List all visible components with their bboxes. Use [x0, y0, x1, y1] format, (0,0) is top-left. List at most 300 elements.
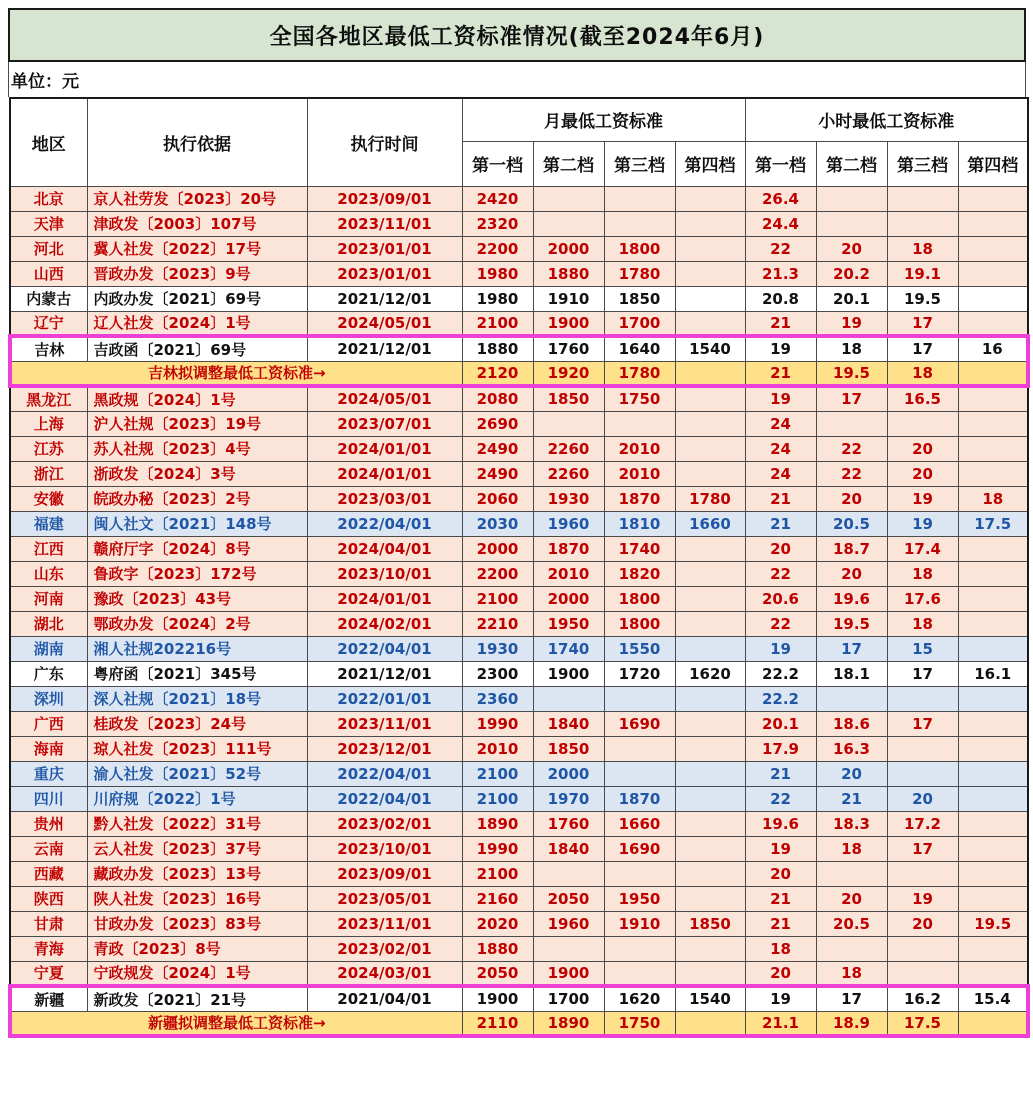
date-cell: 2023/07/01 — [307, 411, 462, 436]
monthly-tier-cell: 1780 — [604, 261, 675, 286]
hourly-tier-cell — [958, 386, 1028, 411]
monthly-tier-cell: 1880 — [462, 936, 533, 961]
hourly-tier-cell: 21 — [745, 761, 816, 786]
monthly-tier-cell — [604, 211, 675, 236]
hourly-tier-cell: 22 — [816, 436, 887, 461]
hourly-tier-cell: 20.6 — [745, 586, 816, 611]
date-cell: 2023/11/01 — [307, 711, 462, 736]
hourly-tier-cell: 20 — [816, 561, 887, 586]
monthly-tier-cell: 2300 — [462, 661, 533, 686]
date-cell: 2023/12/01 — [307, 736, 462, 761]
hourly-tier-cell: 20 — [887, 911, 958, 936]
basis-cell: 豫政〔2023〕43号 — [87, 586, 307, 611]
date-cell: 2023/09/01 — [307, 861, 462, 886]
table-row — [10, 561, 1028, 586]
monthly-tier-cell: 2050 — [462, 961, 533, 986]
hourly-tier-cell: 22 — [816, 461, 887, 486]
monthly-tier-cell: 1850 — [533, 736, 604, 761]
basis-cell: 宁政规发〔2024〕1号 — [87, 961, 307, 986]
monthly-tier-cell — [675, 361, 745, 386]
hourly-tier-cell: 17 — [816, 386, 887, 411]
hourly-tier-cell: 17 — [887, 661, 958, 686]
table-row — [10, 186, 1028, 211]
monthly-tier-cell — [675, 961, 745, 986]
table-header — [10, 98, 1028, 186]
hourly-tier-cell: 19 — [887, 886, 958, 911]
hourly-tier-cell: 20 — [816, 236, 887, 261]
date-cell: 2021/12/01 — [307, 336, 462, 361]
table-title: 全国各地区最低工资标准情况(截至2024年6月) — [8, 8, 1026, 62]
basis-cell: 渝人社发〔2021〕52号 — [87, 761, 307, 786]
hourly-tier-cell: 17 — [887, 711, 958, 736]
hourly-tier-cell — [958, 961, 1028, 986]
hourly-tier-cell: 20 — [745, 536, 816, 561]
monthly-tier-cell: 2110 — [462, 1011, 533, 1036]
table-row — [10, 861, 1028, 886]
monthly-tier-cell: 2360 — [462, 686, 533, 711]
monthly-tier-cell — [675, 536, 745, 561]
minimum-wage-table — [8, 97, 1030, 1038]
monthly-tier-cell: 2010 — [604, 461, 675, 486]
monthly-tier-cell: 2160 — [462, 886, 533, 911]
monthly-tier-cell: 2100 — [462, 761, 533, 786]
hourly-tier-cell: 20 — [816, 886, 887, 911]
monthly-tier-cell: 2260 — [533, 436, 604, 461]
basis-cell: 赣府厅字〔2024〕8号 — [87, 536, 307, 561]
region-cell: 新疆 — [10, 986, 87, 1011]
region-cell: 江苏 — [10, 436, 87, 461]
hourly-tier-cell — [958, 586, 1028, 611]
monthly-tier-cell: 2060 — [462, 486, 533, 511]
region-cell: 深圳 — [10, 686, 87, 711]
unit-label: 单位：元 — [8, 62, 1026, 97]
monthly-tier-cell — [675, 936, 745, 961]
monthly-tier-cell: 1980 — [462, 286, 533, 311]
hourly-tier-cell: 16.1 — [958, 661, 1028, 686]
hourly-tier-cell: 20.5 — [816, 911, 887, 936]
monthly-tier-cell — [533, 686, 604, 711]
monthly-tier-cell: 2420 — [462, 186, 533, 211]
date-cell: 2024/05/01 — [307, 386, 462, 411]
region-cell: 云南 — [10, 836, 87, 861]
basis-cell: 青政〔2023〕8号 — [87, 936, 307, 961]
hourly-tier-cell — [958, 761, 1028, 786]
basis-cell: 黑政规〔2024〕1号 — [87, 386, 307, 411]
hourly-tier-cell — [887, 186, 958, 211]
monthly-tier-cell: 1870 — [604, 486, 675, 511]
monthly-tier-cell — [533, 211, 604, 236]
adjust-row — [10, 361, 1028, 386]
monthly-tier-cell: 1930 — [462, 636, 533, 661]
hourly-tier-cell — [816, 186, 887, 211]
hourly-tier-cell: 20.5 — [816, 511, 887, 536]
monthly-tier-cell: 1950 — [604, 886, 675, 911]
hourly-tier-cell — [958, 861, 1028, 886]
monthly-tier-cell: 2210 — [462, 611, 533, 636]
monthly-tier-cell: 2200 — [462, 561, 533, 586]
hourly-tier-cell — [958, 261, 1028, 286]
hourly-tier-cell — [958, 786, 1028, 811]
region-cell: 内蒙古 — [10, 286, 87, 311]
hourly-tier-cell: 22.2 — [745, 686, 816, 711]
group-header-monthly: 月最低工资标准 — [462, 98, 745, 141]
region-cell: 重庆 — [10, 761, 87, 786]
table-row — [10, 761, 1028, 786]
hourly-tier-cell: 20.2 — [816, 261, 887, 286]
basis-cell: 藏政办发〔2023〕13号 — [87, 861, 307, 886]
table-row — [10, 311, 1028, 336]
monthly-tier-cell: 1780 — [675, 486, 745, 511]
hourly-tier-cell: 17.2 — [887, 811, 958, 836]
date-cell: 2023/09/01 — [307, 186, 462, 211]
monthly-tier-cell: 1620 — [604, 986, 675, 1011]
region-cell: 安徽 — [10, 486, 87, 511]
monthly-tier-cell: 1880 — [462, 336, 533, 361]
hourly-tier-cell: 19.5 — [816, 611, 887, 636]
hourly-tier-cell — [887, 861, 958, 886]
date-cell: 2024/01/01 — [307, 436, 462, 461]
basis-cell: 苏人社规〔2023〕4号 — [87, 436, 307, 461]
basis-cell: 陕人社发〔2023〕16号 — [87, 886, 307, 911]
hourly-tier-cell — [887, 736, 958, 761]
date-cell: 2023/11/01 — [307, 911, 462, 936]
hourly-tier-cell — [958, 186, 1028, 211]
region-cell: 湖北 — [10, 611, 87, 636]
hourly-tier-header: 第四档 — [958, 141, 1028, 186]
monthly-tier-cell: 1910 — [604, 911, 675, 936]
date-cell: 2024/05/01 — [307, 311, 462, 336]
table-row — [10, 711, 1028, 736]
hourly-tier-cell: 16.2 — [887, 986, 958, 1011]
monthly-tier-cell: 1820 — [604, 561, 675, 586]
monthly-tier-cell: 1920 — [533, 361, 604, 386]
monthly-tier-cell: 2100 — [462, 311, 533, 336]
monthly-tier-cell: 1960 — [533, 511, 604, 536]
monthly-tier-cell: 1840 — [533, 836, 604, 861]
date-cell: 2022/04/01 — [307, 786, 462, 811]
basis-cell: 内政办发〔2021〕69号 — [87, 286, 307, 311]
hourly-tier-cell — [958, 1011, 1028, 1036]
monthly-tier-cell: 2080 — [462, 386, 533, 411]
hourly-tier-cell: 16.3 — [816, 736, 887, 761]
monthly-tier-cell — [604, 186, 675, 211]
hourly-tier-cell: 17 — [816, 986, 887, 1011]
region-cell: 北京 — [10, 186, 87, 211]
monthly-tier-cell: 1890 — [462, 811, 533, 836]
basis-cell: 甘政办发〔2023〕83号 — [87, 911, 307, 936]
hourly-tier-cell — [816, 936, 887, 961]
monthly-tier-cell: 1760 — [533, 336, 604, 361]
basis-cell: 湘人社规202216号 — [87, 636, 307, 661]
hourly-tier-cell — [887, 411, 958, 436]
monthly-tier-cell: 2010 — [462, 736, 533, 761]
date-cell: 2024/01/01 — [307, 586, 462, 611]
basis-cell: 辽人社发〔2024〕1号 — [87, 311, 307, 336]
monthly-tier-cell: 1800 — [604, 236, 675, 261]
hourly-tier-cell: 19 — [887, 486, 958, 511]
hourly-tier-cell — [958, 211, 1028, 236]
hourly-tier-cell: 18.3 — [816, 811, 887, 836]
table-row — [10, 336, 1028, 361]
hourly-tier-cell — [816, 411, 887, 436]
basis-cell: 粤府函〔2021〕345号 — [87, 661, 307, 686]
group-header-hourly: 小时最低工资标准 — [745, 98, 1028, 141]
monthly-tier-cell — [604, 961, 675, 986]
hourly-tier-cell: 17.6 — [887, 586, 958, 611]
basis-cell: 新政发〔2021〕21号 — [87, 986, 307, 1011]
hourly-tier-cell — [958, 536, 1028, 561]
monthly-tier-cell: 1700 — [604, 311, 675, 336]
monthly-tier-cell — [675, 586, 745, 611]
date-cell: 2022/01/01 — [307, 686, 462, 711]
date-cell: 2024/01/01 — [307, 461, 462, 486]
monthly-tier-cell: 1870 — [533, 536, 604, 561]
hourly-tier-cell: 17.5 — [958, 511, 1028, 536]
date-cell: 2021/12/01 — [307, 286, 462, 311]
table-row — [10, 986, 1028, 1011]
monthly-tier-header: 第一档 — [462, 141, 533, 186]
monthly-tier-cell — [604, 761, 675, 786]
hourly-tier-cell: 21 — [816, 786, 887, 811]
hourly-tier-cell: 17 — [816, 636, 887, 661]
region-cell: 广西 — [10, 711, 87, 736]
hourly-tier-cell: 19 — [887, 511, 958, 536]
monthly-tier-cell: 2260 — [533, 461, 604, 486]
monthly-tier-cell: 1740 — [533, 636, 604, 661]
monthly-tier-cell — [675, 411, 745, 436]
table-row — [10, 736, 1028, 761]
monthly-tier-cell: 1780 — [604, 361, 675, 386]
hourly-tier-cell — [887, 961, 958, 986]
table-row — [10, 811, 1028, 836]
date-cell: 2022/04/01 — [307, 511, 462, 536]
monthly-tier-cell: 1550 — [604, 636, 675, 661]
monthly-tier-cell: 1540 — [675, 336, 745, 361]
hourly-tier-cell: 18 — [745, 936, 816, 961]
adjust-row-label: 吉林拟调整最低工资标准→ — [10, 361, 462, 386]
monthly-tier-cell: 2050 — [533, 886, 604, 911]
monthly-tier-cell — [675, 861, 745, 886]
hourly-tier-cell: 18 — [887, 561, 958, 586]
hourly-tier-cell: 17 — [887, 836, 958, 861]
hourly-tier-cell — [958, 311, 1028, 336]
basis-cell: 闽人社文〔2021〕148号 — [87, 511, 307, 536]
hourly-tier-header: 第一档 — [745, 141, 816, 186]
hourly-tier-cell: 17 — [887, 336, 958, 361]
monthly-tier-cell — [675, 761, 745, 786]
table-body — [10, 186, 1028, 1036]
date-cell: 2023/01/01 — [307, 236, 462, 261]
monthly-tier-cell — [675, 461, 745, 486]
table-row — [10, 911, 1028, 936]
hourly-tier-cell: 18 — [887, 361, 958, 386]
monthly-tier-cell: 1640 — [604, 336, 675, 361]
region-cell: 天津 — [10, 211, 87, 236]
date-cell: 2023/05/01 — [307, 886, 462, 911]
monthly-tier-cell: 1990 — [462, 711, 533, 736]
monthly-tier-cell: 2030 — [462, 511, 533, 536]
hourly-tier-cell: 20 — [816, 486, 887, 511]
basis-cell: 京人社劳发〔2023〕20号 — [87, 186, 307, 211]
monthly-tier-cell — [675, 561, 745, 586]
table-row — [10, 786, 1028, 811]
monthly-tier-cell: 1690 — [604, 836, 675, 861]
hourly-tier-cell: 19.6 — [816, 586, 887, 611]
monthly-tier-cell: 2000 — [462, 536, 533, 561]
table-row — [10, 486, 1028, 511]
monthly-tier-cell: 1890 — [533, 1011, 604, 1036]
hourly-tier-cell — [816, 211, 887, 236]
monthly-tier-cell — [675, 711, 745, 736]
hourly-tier-cell: 22.2 — [745, 661, 816, 686]
hourly-tier-cell: 20 — [887, 786, 958, 811]
monthly-tier-cell: 1950 — [533, 611, 604, 636]
monthly-tier-cell — [675, 736, 745, 761]
date-cell: 2023/02/01 — [307, 936, 462, 961]
hourly-tier-cell: 16.5 — [887, 386, 958, 411]
date-cell: 2024/03/01 — [307, 961, 462, 986]
monthly-tier-cell — [675, 636, 745, 661]
hourly-tier-cell: 21.1 — [745, 1011, 816, 1036]
hourly-tier-cell: 18 — [816, 836, 887, 861]
date-cell: 2023/01/01 — [307, 261, 462, 286]
monthly-tier-cell: 1720 — [604, 661, 675, 686]
monthly-tier-cell: 1660 — [604, 811, 675, 836]
monthly-tier-cell: 1850 — [675, 911, 745, 936]
monthly-tier-cell: 2100 — [462, 861, 533, 886]
monthly-tier-cell: 1900 — [533, 311, 604, 336]
hourly-tier-cell: 21 — [745, 486, 816, 511]
hourly-tier-cell — [887, 936, 958, 961]
monthly-tier-cell — [604, 861, 675, 886]
monthly-tier-cell: 1960 — [533, 911, 604, 936]
hourly-tier-cell: 20 — [745, 861, 816, 886]
hourly-tier-cell: 20.1 — [745, 711, 816, 736]
hourly-tier-cell: 17.9 — [745, 736, 816, 761]
hourly-tier-cell: 19 — [816, 311, 887, 336]
monthly-tier-header: 第三档 — [604, 141, 675, 186]
hourly-tier-cell — [958, 711, 1028, 736]
hourly-tier-cell: 19.5 — [887, 286, 958, 311]
hourly-tier-cell: 15.4 — [958, 986, 1028, 1011]
hourly-tier-cell: 24 — [745, 411, 816, 436]
monthly-tier-cell: 1690 — [604, 711, 675, 736]
table-row — [10, 236, 1028, 261]
hourly-tier-cell: 18 — [887, 611, 958, 636]
hourly-tier-cell: 17 — [887, 311, 958, 336]
table-row — [10, 936, 1028, 961]
monthly-tier-cell: 2010 — [533, 561, 604, 586]
hourly-tier-cell: 19.5 — [816, 361, 887, 386]
date-cell: 2023/11/01 — [307, 211, 462, 236]
basis-cell: 浙政发〔2024〕3号 — [87, 461, 307, 486]
hourly-tier-cell: 24.4 — [745, 211, 816, 236]
monthly-tier-cell — [604, 686, 675, 711]
hourly-tier-cell: 18 — [816, 336, 887, 361]
hourly-tier-cell: 17.5 — [887, 1011, 958, 1036]
monthly-tier-cell — [604, 411, 675, 436]
monthly-tier-header: 第四档 — [675, 141, 745, 186]
region-cell: 福建 — [10, 511, 87, 536]
monthly-tier-cell: 1900 — [462, 986, 533, 1011]
basis-cell: 鲁政字〔2023〕172号 — [87, 561, 307, 586]
basis-cell: 皖政办秘〔2023〕2号 — [87, 486, 307, 511]
basis-cell: 深人社规〔2021〕18号 — [87, 686, 307, 711]
date-cell: 2024/04/01 — [307, 536, 462, 561]
basis-cell: 川府规〔2022〕1号 — [87, 786, 307, 811]
date-cell: 2022/04/01 — [307, 761, 462, 786]
region-cell: 辽宁 — [10, 311, 87, 336]
monthly-tier-cell: 1760 — [533, 811, 604, 836]
hourly-tier-cell: 16 — [958, 336, 1028, 361]
region-cell: 四川 — [10, 786, 87, 811]
date-cell: 2023/02/01 — [307, 811, 462, 836]
hourly-tier-cell: 19.6 — [745, 811, 816, 836]
monthly-tier-cell: 1930 — [533, 486, 604, 511]
region-cell: 青海 — [10, 936, 87, 961]
hourly-tier-cell — [958, 636, 1028, 661]
table-row — [10, 686, 1028, 711]
monthly-tier-cell: 2000 — [533, 236, 604, 261]
monthly-tier-cell: 1840 — [533, 711, 604, 736]
monthly-tier-cell: 2690 — [462, 411, 533, 436]
monthly-tier-cell: 2100 — [462, 786, 533, 811]
region-cell: 河北 — [10, 236, 87, 261]
monthly-tier-cell: 2200 — [462, 236, 533, 261]
hourly-tier-cell: 19 — [745, 336, 816, 361]
monthly-tier-cell: 2490 — [462, 461, 533, 486]
table-row — [10, 586, 1028, 611]
hourly-tier-cell — [958, 611, 1028, 636]
hourly-tier-cell: 20.1 — [816, 286, 887, 311]
monthly-tier-cell: 1880 — [533, 261, 604, 286]
monthly-tier-cell — [675, 211, 745, 236]
monthly-tier-cell: 2100 — [462, 586, 533, 611]
monthly-tier-cell: 1620 — [675, 661, 745, 686]
monthly-tier-cell: 2010 — [604, 436, 675, 461]
monthly-tier-cell — [675, 686, 745, 711]
hourly-tier-cell — [958, 936, 1028, 961]
region-cell: 河南 — [10, 586, 87, 611]
basis-cell: 黔人社发〔2022〕31号 — [87, 811, 307, 836]
hourly-tier-cell: 18 — [816, 961, 887, 986]
col-header-region: 地区 — [10, 98, 87, 186]
monthly-tier-cell — [675, 436, 745, 461]
hourly-tier-cell: 21 — [745, 911, 816, 936]
table-row — [10, 386, 1028, 411]
hourly-tier-cell — [958, 436, 1028, 461]
table-row — [10, 436, 1028, 461]
hourly-tier-cell — [958, 561, 1028, 586]
hourly-tier-cell: 18.7 — [816, 536, 887, 561]
hourly-tier-cell — [958, 686, 1028, 711]
hourly-tier-cell — [958, 836, 1028, 861]
region-cell: 湖南 — [10, 636, 87, 661]
hourly-tier-cell: 20 — [745, 961, 816, 986]
monthly-tier-cell — [675, 786, 745, 811]
hourly-tier-cell: 22 — [745, 611, 816, 636]
monthly-tier-cell: 2000 — [533, 586, 604, 611]
table-row — [10, 536, 1028, 561]
hourly-tier-cell: 19.5 — [958, 911, 1028, 936]
monthly-tier-cell: 1850 — [533, 386, 604, 411]
hourly-tier-cell: 24 — [745, 436, 816, 461]
hourly-tier-cell: 19.1 — [887, 261, 958, 286]
hourly-tier-cell: 20 — [887, 436, 958, 461]
monthly-tier-cell — [675, 811, 745, 836]
hourly-tier-cell: 18.9 — [816, 1011, 887, 1036]
basis-cell: 吉政函〔2021〕69号 — [87, 336, 307, 361]
